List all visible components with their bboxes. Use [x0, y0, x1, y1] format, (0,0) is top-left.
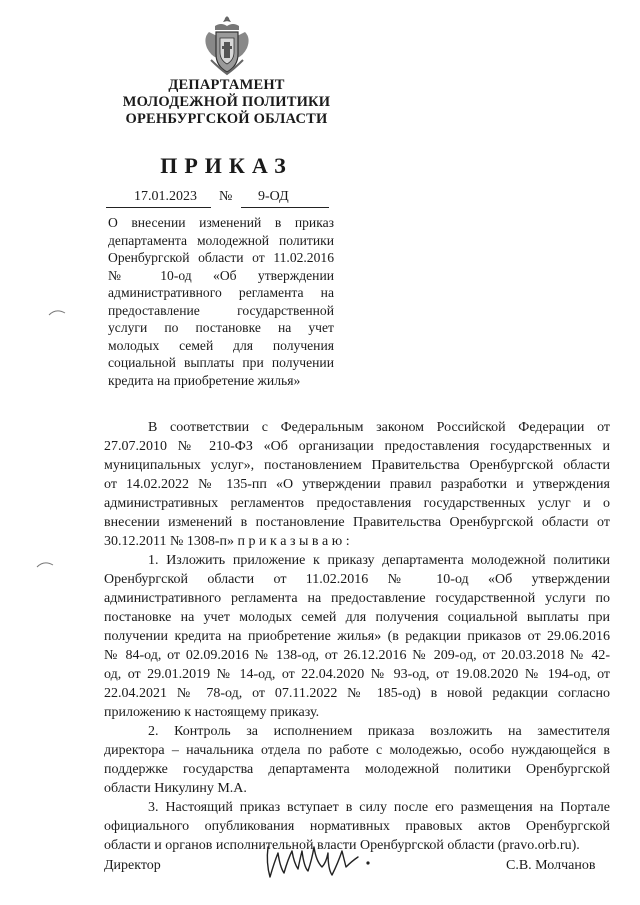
coat-of-arms-emblem [201, 14, 253, 78]
subject-line: кредита на приобретение жилья» [108, 372, 301, 388]
subject-line: молодых семей для получения [108, 337, 334, 353]
order-date: 17.01.2023 [134, 189, 197, 204]
subject-line: № 10-од «Об утверждении [108, 267, 334, 283]
body-line: официального опубликования нормативных правовых актов Оренбургской [104, 819, 610, 834]
body-line: № 84-од, от 02.09.2016 № 138-од, от 26.12.2016 № 209-од, от 20.03.2018 № 42- [104, 648, 610, 663]
subject-line: Оренбургской области от 11.02.2016 [108, 250, 334, 265]
subject-line: административного регламента на [108, 285, 334, 300]
body-line: од, от 29.01.2019 № 14-од, от 22.04.2020 № 93-од, от 19.08.2020 № 194-од, от [104, 667, 610, 682]
body-line: 27.07.2010 № 210-ФЗ «Об организации предоставления государственных и [104, 439, 610, 454]
body-line: Оренбургской области от 11.02.2016 № 10-од «Об утверждении [104, 572, 610, 587]
subject-line: департамента молодежной политики [108, 232, 334, 248]
order-number-sign: № [219, 189, 233, 204]
subject-line: услуги по постановке на учет [108, 320, 334, 335]
department-name-line-1: ДЕПАРТАМЕНТ [168, 77, 285, 93]
body-line: внесении изменений в постановление Правительства Оренбургской области от [104, 515, 610, 530]
body-line: постановке на учет молодых семей для получения социальной выплаты при [104, 610, 610, 625]
department-name-line-2: МОЛОДЕЖНОЙ ПОЛИТИКИ [122, 94, 331, 110]
subject-line: предоставление государственной [108, 302, 334, 318]
body-line: административных регламентов предоставления государственных услуг и о [104, 496, 610, 511]
body-line: административного регламента на предоставление государственной услуги по [104, 591, 610, 606]
body-line: получении кредита на приобретение жилья» (в редакции приказов от 29.06.2016 [104, 629, 610, 644]
body-line: 30.12.2011 № 1308-п» п р и к а з ы в а ю : [104, 534, 350, 549]
signatory-name: С.В. Молчанов [506, 858, 596, 873]
signatory-position: Директор [104, 858, 161, 873]
body-line: 3. Настоящий приказ вступает в силу после его размещения на Портале [148, 800, 610, 815]
document-type-title: ПРИКАЗ [160, 153, 293, 178]
body-line: 2. Контроль за исполнением приказа возложить на заместителя [148, 724, 610, 739]
scan-mark [36, 560, 54, 568]
body-line: от 14.02.2022 № 135-пп «О утверждении правил разработки и утверждения [104, 477, 610, 492]
subject-line: О внесении изменений в приказ [108, 215, 334, 230]
scan-mark [48, 308, 66, 316]
order-number: 9-ОД [258, 189, 289, 204]
body-line: директора – начальника отдела по работе с молодежью, особо нуждающейся в [104, 743, 610, 758]
body-line: приложению к настоящему приказу. [104, 705, 320, 720]
body-line: поддержке государства департамента молодежной политики Оренбургской [104, 762, 610, 777]
subject-line: социальной выплаты при получении [108, 355, 334, 370]
body-line: муниципальных услуг», постановлением Правительства Оренбургской области [104, 458, 610, 473]
body-line: 1. Изложить приложение к приказу департамента молодежной политики [148, 553, 610, 568]
body-line: 22.04.2021 № 78-од, от 07.11.2022 № 185-од) в новой редакции согласно [104, 686, 610, 701]
body-line: области и органов исполнительной власти Оренбургской области (pravo.orb.ru). [104, 838, 580, 853]
body-line: В соответствии с Федеральным законом Российской Федерации от [148, 420, 610, 435]
handwritten-signature [262, 833, 392, 885]
body-line: области Никулину М.А. [104, 781, 247, 796]
department-name-line-3: ОРЕНБУРГСКОЙ ОБЛАСТИ [125, 111, 328, 127]
